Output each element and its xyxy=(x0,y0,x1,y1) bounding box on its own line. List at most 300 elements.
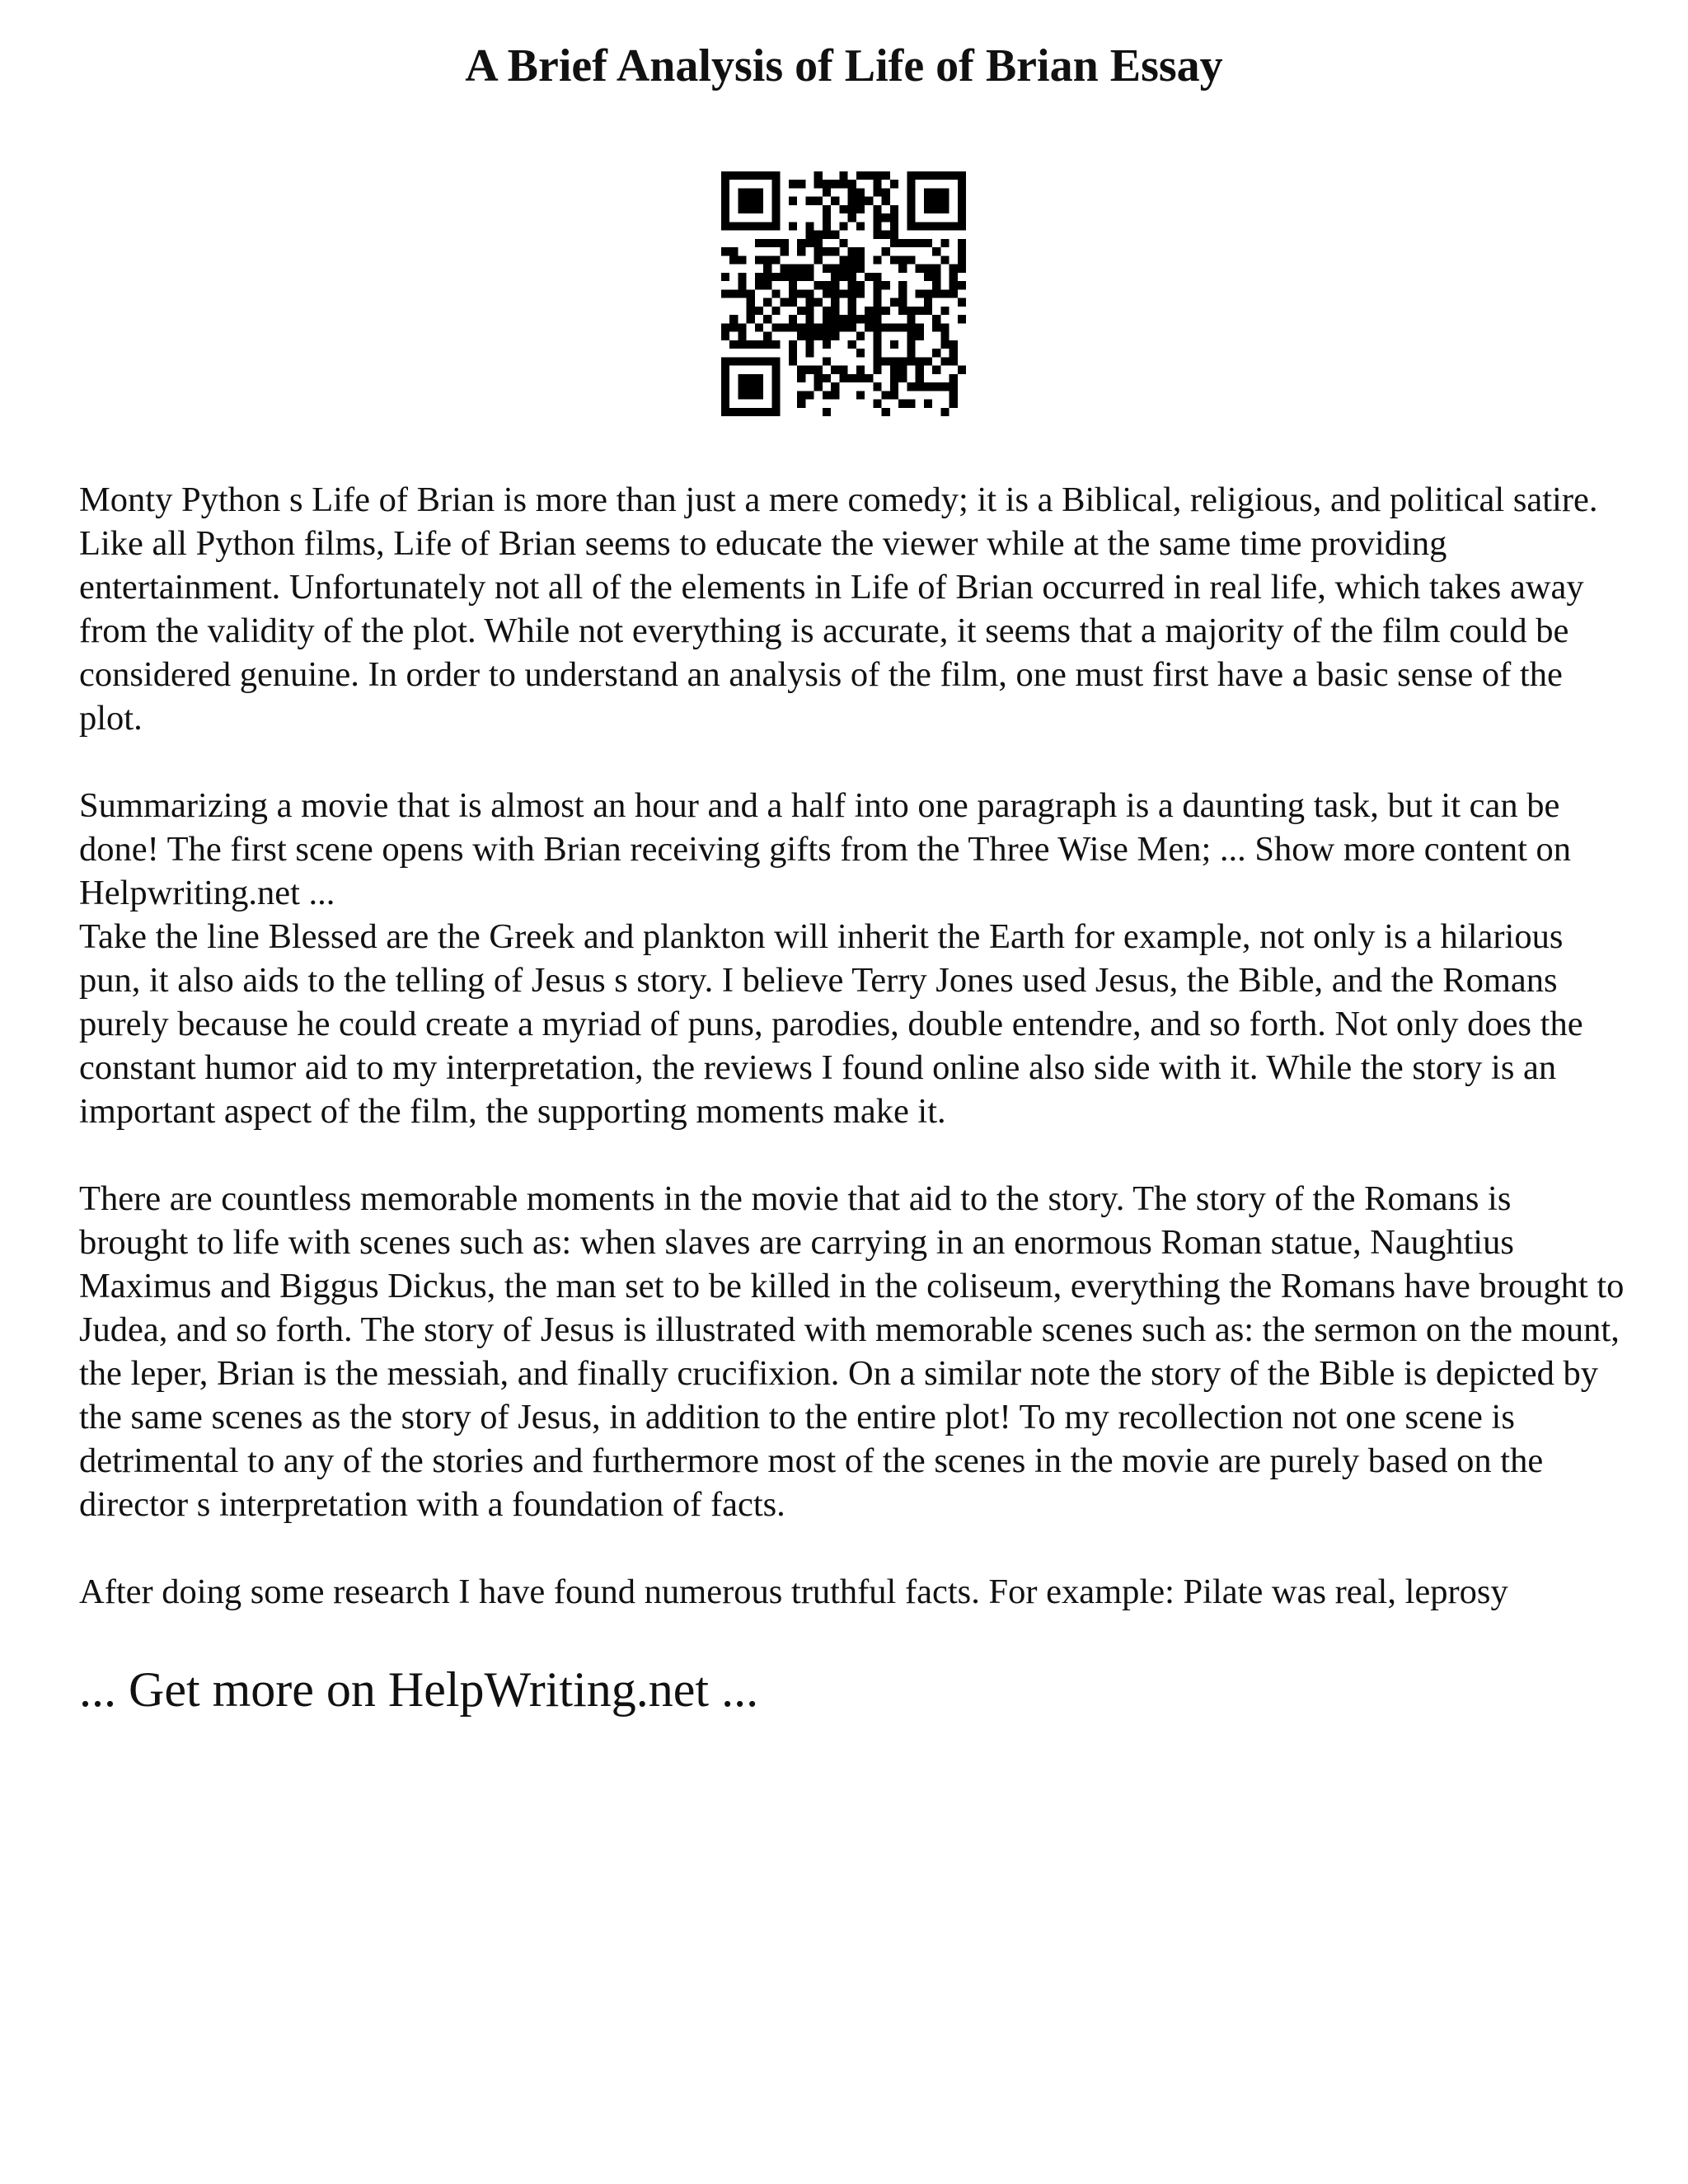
qr-module xyxy=(729,247,738,255)
qr-module xyxy=(831,247,839,255)
qr-module xyxy=(747,307,755,315)
qr-module xyxy=(763,255,771,264)
qr-module xyxy=(831,332,839,340)
qr-module xyxy=(950,374,958,382)
paragraph-puns: Take the line Blessed are the Greek and plankton will inherit the Earth for example, not only is a hilarious pun, it also aids to the telling of Jesus s story. I believe Terry Jones used Jesus, the Bible, and the Romans purely because he could create a myriad of puns, parodies, double entendre, and so forth. Not only does the constant humor aid to my interpretation, the reviews I found online also side with it. While the story is an important aspect of the film, the supporting moments make it. xyxy=(79,917,1583,1131)
qr-module xyxy=(898,298,907,307)
qr-module xyxy=(940,357,949,365)
qr-module xyxy=(755,391,763,399)
qr-module xyxy=(771,408,780,416)
qr-module xyxy=(823,265,831,273)
qr-module xyxy=(873,231,881,239)
qr-module xyxy=(890,374,898,382)
qr-module xyxy=(763,315,771,323)
qr-module xyxy=(738,273,746,281)
qr-module xyxy=(823,205,831,213)
qr-module xyxy=(839,366,847,374)
qr-module xyxy=(789,265,797,273)
paragraph-summary: Summarizing a movie that is almost an hour and a half into one paragraph is a daunting task, but it can be done! The first scene opens with Brian receiving gifts from the Three Wise Men; ... Show more content on Helpwriting.net ... xyxy=(79,786,1572,912)
qr-module xyxy=(950,281,958,289)
qr-module xyxy=(738,374,746,382)
qr-module xyxy=(789,298,797,307)
qr-module xyxy=(771,273,780,281)
paragraph-spacer xyxy=(79,1526,1629,1570)
qr-module xyxy=(831,298,839,307)
qr-module xyxy=(856,315,865,323)
qr-module xyxy=(958,188,966,196)
qr-module xyxy=(789,289,797,298)
qr-module xyxy=(747,340,755,349)
qr-module xyxy=(823,374,831,382)
qr-module xyxy=(738,357,746,365)
qr-module xyxy=(805,265,814,273)
qr-module xyxy=(721,289,729,298)
qr-module xyxy=(865,307,873,315)
qr-module xyxy=(873,298,881,307)
qr-module xyxy=(747,188,755,196)
qr-module xyxy=(789,197,797,205)
qr-module xyxy=(848,289,856,298)
qr-module xyxy=(907,171,915,180)
qr-module xyxy=(721,222,729,230)
qr-module xyxy=(882,391,890,399)
qr-module xyxy=(940,222,949,230)
qr-module xyxy=(856,374,865,382)
qr-module xyxy=(950,357,958,365)
qr-module xyxy=(873,171,881,180)
qr-module xyxy=(924,171,932,180)
qr-module xyxy=(814,231,823,239)
qr-module xyxy=(814,382,823,391)
qr-module xyxy=(721,171,729,180)
paragraph-spacer xyxy=(79,740,1629,784)
qr-module xyxy=(721,357,729,365)
qr-module xyxy=(823,357,831,365)
qr-module xyxy=(805,391,814,399)
qr-module xyxy=(924,273,932,281)
qr-module xyxy=(932,323,940,331)
qr-module xyxy=(958,247,966,255)
qr-module xyxy=(848,255,856,264)
qr-module xyxy=(873,281,881,289)
qr-module xyxy=(890,357,898,365)
qr-module xyxy=(873,400,881,408)
qr-module xyxy=(729,323,738,331)
qr-module xyxy=(797,374,805,382)
qr-module xyxy=(848,307,856,315)
qr-module xyxy=(932,171,940,180)
qr-module xyxy=(856,391,865,399)
qr-module xyxy=(907,213,915,222)
qr-module xyxy=(890,231,898,239)
qr-module xyxy=(763,171,771,180)
qr-module xyxy=(932,205,940,213)
qr-module xyxy=(797,323,805,331)
qr-module xyxy=(823,332,831,340)
paragraph-research: After doing some research I have found numerous truthful facts. For example: Pilate was real, leprosy xyxy=(79,1572,1508,1611)
qr-module xyxy=(924,265,932,273)
qr-module xyxy=(755,239,763,247)
qr-module xyxy=(771,382,780,391)
qr-module xyxy=(856,289,865,298)
qr-module xyxy=(932,281,940,289)
qr-module xyxy=(924,222,932,230)
qr-module xyxy=(890,298,898,307)
qr-module xyxy=(848,340,856,349)
qr-module xyxy=(771,222,780,230)
qr-module xyxy=(823,408,831,416)
qr-module xyxy=(814,281,823,289)
qr-module xyxy=(805,273,814,281)
qr-module xyxy=(839,265,847,273)
qr-module xyxy=(916,374,924,382)
qr-module xyxy=(848,323,856,331)
qr-module xyxy=(805,340,814,349)
qr-module xyxy=(940,255,949,264)
qr-module xyxy=(873,349,881,357)
qr-module xyxy=(940,205,949,213)
qr-module xyxy=(789,340,797,349)
qr-module xyxy=(763,265,771,273)
qr-module xyxy=(771,289,780,298)
qr-module xyxy=(771,391,780,399)
qr-module xyxy=(729,289,738,298)
qr-module xyxy=(907,382,915,391)
qr-module xyxy=(789,222,797,230)
qr-module xyxy=(848,213,856,222)
paragraph-spacer xyxy=(79,1133,1629,1177)
qr-module xyxy=(848,180,856,188)
qr-module xyxy=(738,255,746,264)
qr-module xyxy=(747,171,755,180)
qr-module xyxy=(781,273,789,281)
qr-module xyxy=(839,205,847,213)
qr-module xyxy=(814,323,823,331)
qr-module xyxy=(873,340,881,349)
qr-module xyxy=(898,400,907,408)
qr-module xyxy=(890,340,898,349)
qr-module xyxy=(747,197,755,205)
qr-module xyxy=(721,366,729,374)
qr-module xyxy=(831,265,839,273)
qr-module xyxy=(805,289,814,298)
page-title: A Brief Analysis of Life of Brian Essay xyxy=(465,40,1223,91)
qr-module xyxy=(823,247,831,255)
qr-module xyxy=(890,391,898,399)
qr-module xyxy=(958,213,966,222)
qr-module xyxy=(940,239,949,247)
qr-module xyxy=(865,171,873,180)
qr-module xyxy=(890,382,898,391)
qr-module xyxy=(771,188,780,196)
qr-module xyxy=(856,349,865,357)
qr-module xyxy=(755,307,763,315)
qr-module xyxy=(907,188,915,196)
qr-module xyxy=(831,382,839,391)
qr-module xyxy=(763,408,771,416)
qr-module xyxy=(907,315,915,323)
qr-module xyxy=(907,332,915,340)
qr-module xyxy=(958,197,966,205)
qr-module xyxy=(763,340,771,349)
qr-module xyxy=(789,357,797,365)
qr-module xyxy=(958,255,966,264)
qr-module xyxy=(924,357,932,365)
qr-module xyxy=(958,239,966,247)
qr-module xyxy=(839,239,847,247)
qr-module xyxy=(898,323,907,331)
qr-module xyxy=(738,332,746,340)
qr-module xyxy=(763,357,771,365)
qr-module xyxy=(916,357,924,365)
qr-module xyxy=(907,239,915,247)
qr-module xyxy=(814,366,823,374)
qr-module xyxy=(797,332,805,340)
qr-module xyxy=(916,323,924,331)
qr-module xyxy=(721,273,729,281)
qr-module xyxy=(932,265,940,273)
qr-module xyxy=(940,289,949,298)
qr-module xyxy=(940,332,949,340)
qr-module xyxy=(771,357,780,365)
qr-module xyxy=(763,273,771,281)
qr-module xyxy=(814,298,823,307)
qr-module xyxy=(940,188,949,196)
qr-module xyxy=(958,366,966,374)
qr-module xyxy=(898,239,907,247)
qr-module xyxy=(781,239,789,247)
qr-module xyxy=(932,273,940,281)
qr-module xyxy=(789,315,797,323)
qr-module xyxy=(958,315,966,323)
qr-module xyxy=(755,340,763,349)
qr-module xyxy=(771,180,780,188)
qr-module xyxy=(721,332,729,340)
qr-module xyxy=(856,255,865,264)
qr-module xyxy=(755,382,763,391)
qr-module xyxy=(916,332,924,340)
qr-module xyxy=(907,400,915,408)
qr-module xyxy=(797,366,805,374)
qr-module xyxy=(865,374,873,382)
qr-module xyxy=(823,188,831,196)
qr-module xyxy=(823,213,831,222)
qr-module xyxy=(916,222,924,230)
qr-module xyxy=(950,400,958,408)
qr-module xyxy=(789,349,797,357)
qr-module xyxy=(916,171,924,180)
qr-module xyxy=(958,180,966,188)
qr-module xyxy=(738,205,746,213)
qr-module xyxy=(856,205,865,213)
qr-module xyxy=(823,340,831,349)
qr-module xyxy=(763,222,771,230)
qr-module xyxy=(747,391,755,399)
qr-module xyxy=(932,247,940,255)
qr-module xyxy=(865,273,873,281)
qr-module xyxy=(950,391,958,399)
qr-module xyxy=(797,239,805,247)
qr-module xyxy=(890,239,898,247)
qr-module xyxy=(729,408,738,416)
qr-module xyxy=(763,281,771,289)
qr-module xyxy=(721,408,729,416)
qr-module xyxy=(831,197,839,205)
qr-module xyxy=(755,323,763,331)
qr-module xyxy=(873,205,881,213)
qr-module xyxy=(729,222,738,230)
qr-module xyxy=(873,188,881,196)
qr-module xyxy=(898,281,907,289)
qr-module xyxy=(839,273,847,281)
qr-module xyxy=(823,307,831,315)
qr-module xyxy=(831,307,839,315)
qr-module xyxy=(882,188,890,196)
qr-module xyxy=(755,205,763,213)
qr-module xyxy=(763,332,771,340)
qr-module xyxy=(755,374,763,382)
qr-module xyxy=(882,357,890,365)
qr-module xyxy=(831,366,839,374)
qr-module xyxy=(898,289,907,298)
qr-module xyxy=(823,391,831,399)
qr-module xyxy=(924,188,932,196)
qr-module xyxy=(747,205,755,213)
qr-module xyxy=(873,273,881,281)
qr-module xyxy=(898,255,907,264)
qr-code-icon xyxy=(721,171,966,416)
qr-module xyxy=(848,374,856,382)
qr-module xyxy=(755,273,763,281)
qr-module xyxy=(848,188,856,196)
qr-module xyxy=(755,408,763,416)
qr-module xyxy=(839,222,847,230)
qr-module xyxy=(805,197,814,205)
qr-module xyxy=(848,315,856,323)
qr-module xyxy=(747,298,755,307)
qr-module xyxy=(747,408,755,416)
qr-module xyxy=(755,188,763,196)
qr-module xyxy=(848,281,856,289)
paragraph-moments: There are countless memorable moments in the movie that aid to the story. The story of the Romans is brought to life with scenes such as: when slaves are carrying in an enormous Roman statue, Naughtius Maximus and Biggus Dickus, the man set to be killed in the coliseum, everything the Romans have brought to Judea, and so forth. The story of Jesus is illustrated with memorable scenes such as: the sermon on the mount, the leper, Brian is the messiah, and finally crucifixion. On a similar note the story of the Bible is depicted by the same scenes as the story of Jesus, in addition to the entire plot! To my recollection not one scene is detrimental to any of the stories and furthermore most of the scenes in the movie are purely based on the director s interpretation with a foundation of facts. xyxy=(79,1179,1625,1524)
qr-module xyxy=(932,222,940,230)
qr-module xyxy=(856,281,865,289)
qr-module xyxy=(856,222,865,230)
qr-module xyxy=(805,298,814,307)
qr-module xyxy=(805,349,814,357)
qr-module xyxy=(729,357,738,365)
qr-module xyxy=(890,213,898,222)
qr-module xyxy=(721,205,729,213)
qr-module xyxy=(805,307,814,315)
qr-module xyxy=(747,374,755,382)
qr-module xyxy=(781,265,789,273)
qr-module xyxy=(831,273,839,281)
qr-module xyxy=(916,289,924,298)
qr-module xyxy=(890,255,898,264)
qr-module xyxy=(771,400,780,408)
qr-module xyxy=(814,180,823,188)
qr-module xyxy=(873,222,881,230)
qr-module xyxy=(932,188,940,196)
qr-module xyxy=(873,289,881,298)
qr-module xyxy=(950,340,958,349)
qr-module xyxy=(856,332,865,340)
qr-module xyxy=(738,408,746,416)
qr-module xyxy=(950,289,958,298)
qr-module xyxy=(940,323,949,331)
qr-module xyxy=(950,222,958,230)
qr-module xyxy=(924,289,932,298)
qr-module xyxy=(814,247,823,255)
qr-module xyxy=(932,315,940,323)
qr-module xyxy=(882,231,890,239)
qr-module xyxy=(865,323,873,331)
qr-module xyxy=(907,222,915,230)
qr-module xyxy=(831,391,839,399)
qr-module xyxy=(831,231,839,239)
qr-module xyxy=(755,357,763,365)
qr-module xyxy=(907,197,915,205)
qr-module xyxy=(755,281,763,289)
qr-module xyxy=(738,281,746,289)
qr-module xyxy=(721,391,729,399)
qr-module xyxy=(958,222,966,230)
qr-module xyxy=(823,180,831,188)
qr-module xyxy=(924,382,932,391)
qr-module xyxy=(823,231,831,239)
qr-module xyxy=(898,307,907,315)
qr-module xyxy=(958,171,966,180)
qr-module xyxy=(747,315,755,323)
qr-module xyxy=(958,205,966,213)
qr-module xyxy=(924,197,932,205)
qr-module xyxy=(848,205,856,213)
qr-module xyxy=(950,273,958,281)
qr-module xyxy=(890,366,898,374)
qr-module xyxy=(771,366,780,374)
qr-module xyxy=(839,374,847,382)
qr-module xyxy=(831,281,839,289)
qr-module xyxy=(721,247,729,255)
qr-module xyxy=(771,374,780,382)
qr-module xyxy=(940,340,949,349)
qr-module xyxy=(907,205,915,213)
qr-module xyxy=(839,323,847,331)
qr-module xyxy=(771,239,780,247)
qr-module xyxy=(940,382,949,391)
qr-module xyxy=(729,340,738,349)
qr-module xyxy=(940,171,949,180)
qr-module xyxy=(771,255,780,264)
qr-module xyxy=(738,188,746,196)
qr-module xyxy=(950,382,958,391)
qr-module xyxy=(856,188,865,196)
qr-module xyxy=(797,273,805,281)
qr-module xyxy=(823,323,831,331)
qr-module xyxy=(763,298,771,307)
qr-module xyxy=(882,281,890,289)
qr-module xyxy=(729,315,738,323)
qr-module xyxy=(771,171,780,180)
qr-module xyxy=(823,281,831,289)
qr-module xyxy=(958,265,966,273)
qr-module xyxy=(781,247,789,255)
get-more-link[interactable]: ... Get more on HelpWriting.net ... xyxy=(79,1662,759,1717)
qr-module xyxy=(882,247,890,255)
qr-module xyxy=(848,265,856,273)
qr-module xyxy=(873,323,881,331)
